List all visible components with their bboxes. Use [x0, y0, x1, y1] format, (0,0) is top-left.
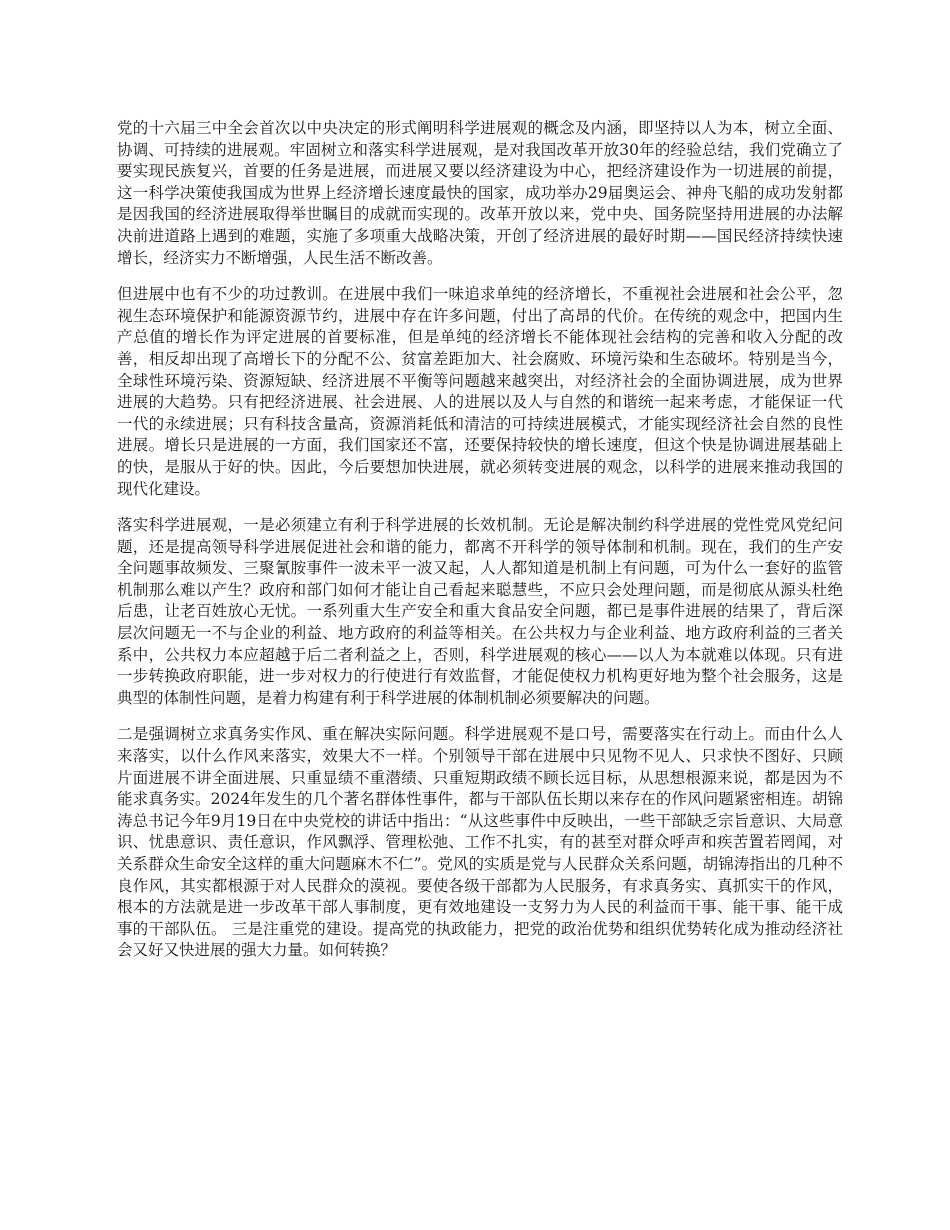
paragraph-1: 党的十六届三中全会首次以中央决定的形式阐明科学进展观的概念及内涵，即坚持以人为本，树立全面、协调、可持续的进展观。牢固树立和落实科学进展观，是对我国改革开放30年的经验总结，我们党确立了要实现民族复兴，首要的任务是进展，而进展又要以经济建设为中心，把经济建设作为一切进展的前提，这一科学决策使我国成为世界上经济增长速度最快的国家，成功举办29届奥运会、神舟飞船的成功发射都是因我国的经济进展取得举世瞩目的成就而实现的。改革开放以来，党中央、国务院坚持用进展的办法解决前进道路上遇到的难题，实施了多项重大战略决策，开创了经济进展的最好时期——国民经济持续快速增长，经济实力不断增强，人民生活不断改善。 [117, 119, 843, 267]
paragraph-4: 二是强调树立求真务实作风、重在解决实际问题。科学进展观不是口号，需要落实在行动上。而由什么人来落实，以什么作风来落实，效果大不一样。个别领导干部在进展中只见物不见人、只求快不图好、只顾片面进展不讲全面进展、只重显绩不重潜绩、只重短期政绩不顾长远目标，从思想根源来说，都是因为不能求真务实。2024年发生的几个著名群体性事件，都与干部队伍长期以来存在的作风问题紧密相连。胡锦涛总书记今年9月19日在中央党校的讲话中指出：“从这些事件中反映出，一些干部缺乏宗旨意识、大局意识、忧患意识、责任意识，作风飘浮、管理松弛、工作不扎实，有的甚至对群众呼声和疾苦置若罔闻，对关系群众生命安全这样的重大问题麻木不仁”。党风的实质是党与人民群众关系问题，胡锦涛指出的几种不良作风，其实都根源于对人民群众的漠视。要使各级干部都为人民服务，有求真务实、真抓实干的作风，根本的方法就是进一步改革干部人事制度，更有效地建设一支努力为人民的利益而干事、能干事、能干成事的干部队伍。 三是注重党的建设。提高党的执政能力，把党的政治优势和组织优势转化成为推动经济社会又好又快进展的强大力量。如何转换？ [117, 725, 843, 960]
paragraph-2: 但进展中也有不少的功过教训。在进展中我们一味追求单纯的经济增长，不重视社会进展和社会公平，忽视生态环境保护和能源资源节约，进展中存在许多问题，付出了高昂的代价。在传统的观念中，把国内生产总值的增长作为评定进展的首要标准，但是单纯的经济增长不能体现社会结构的完善和收入分配的改善，相反却出现了高增长下的分配不公、贫富差距加大、社会腐败、环境污染和生态破坏。特别是当今，全球性环境污染、资源短缺、经济进展不平衡等问题越来越突出，对经济社会的全面协调进展，成为世界进展的大趋势。只有把经济进展、社会进展、人的进展以及人与自然的和谐统一起来考虑，才能保证一代一代的永续进展；只有科技含量高，资源消耗低和清洁的可持续进展模式，才能实现经济社会自然的良性进展。增长只是进展的一方面，我们国家还不富，还要保持较快的增长速度，但这个快是协调进展基础上的快，是服从于好的快。因此，今后要想加快进展，就必须转变进展的观念，以科学的进展来推动我国的现代化建设。 [117, 285, 843, 498]
document-body [117, 118, 843, 977]
paragraph-3: 落实科学进展观，一是必须建立有利于科学进展的长效机制。无论是解决制约科学进展的党性党风党纪问题，还是提高领导科学进展促进社会和谐的能力，都离不开科学的领导体制和机制。现在，我们的生产安全问题事故频发、三聚氰胺事件一波未平一波又起，人人都知道是机制上有问题，可为什么一套好的监管机制那么难以产生？政府和部门如何才能让自己看起来聪慧些，不应只会处理问题，而是彻底从源头杜绝后患，让老百姓放心无忧。一系列重大生产安全和重大食品安全问题，都已是事件进展的结果了，背后深层次问题无一不与企业的利益、地方政府的利益等相关。在公共权力与企业利益、地方政府利益的三者关系中，公共权力本应超越于后二者利益之上，否则，科学进展观的核心——以人为本就难以体现。只有进一步转换政府职能，进一步对权力的行使进行有效监督，才能促使权力机构更好地为整个社会服务，这是典型的体制性问题，是着力构建有利于科学进展的体制机制必须要解决的问题。 [117, 516, 843, 707]
